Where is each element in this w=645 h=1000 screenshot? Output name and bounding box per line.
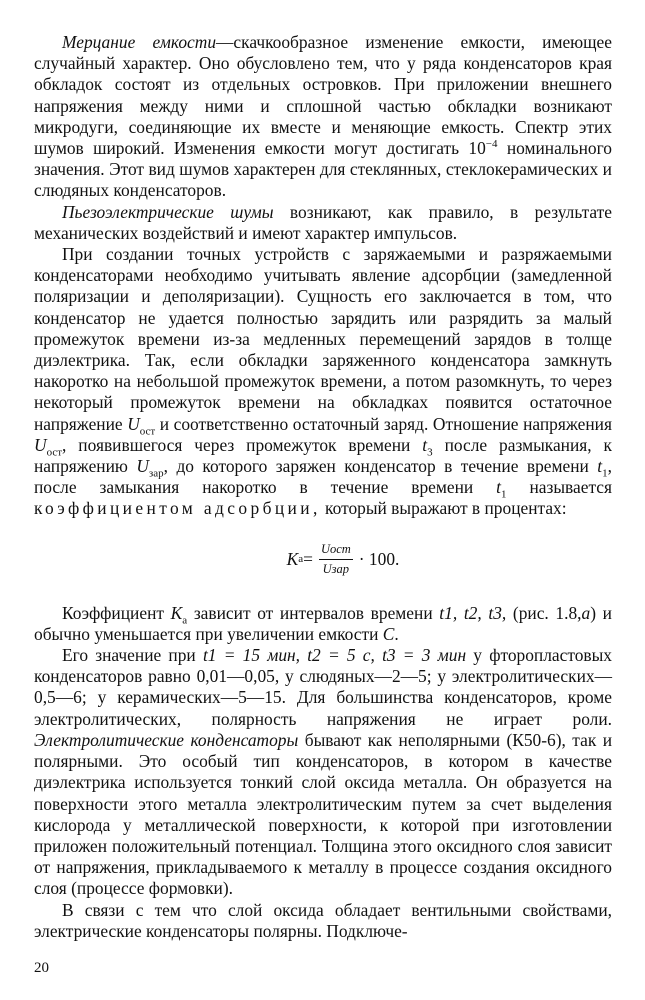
time-symbols: t1, t2, t3, <box>439 602 507 623</box>
time-values: t1 = 15 мин, t2 = 5 с, t3 = 3 мин <box>202 645 467 666</box>
page-body <box>34 32 612 942</box>
term-piezo-noise: Пьезоэлектрические шумы <box>62 201 274 222</box>
paragraph-adsorption <box>34 244 612 520</box>
spaced-term: коэффициентом адсорбции, <box>34 498 321 519</box>
paragraph-text: бывают как неполярными (К50-6), так и полярными. Это особый тип конденсаторов, в котором в качестве диэлектрика используется тонкий слой оксида металла. Он образуется на поверхности этого металла электролитическим путем за счет выделения кислорода у металлической поверхности, к которой при изготовлении приложен положительный потенциал. Толщина этого оксидного слоя зависит от напряжения, прикладываемого к металлу в процессе создания оксидного слоя (процессе формовки). <box>34 729 613 899</box>
symbol-t: t <box>597 456 603 477</box>
subscript-1: 1 <box>501 488 507 501</box>
paragraph-text: —скачкообразное изменение емкости, имеющее случайный характер. Оно обусловлено тем, что у ряда конденсаторов края обкладок состоят из отдельных островков. При приложении внешнего напряжения между ними и сплошной частью обкладки возникают микродуги, соединяющие их вместе и меняющие емкость. Спектр этих шумов широкий. Изменения емкости могут достигать 10 <box>34 32 612 159</box>
symbol-u: U <box>136 456 149 477</box>
paragraph-values <box>34 645 612 899</box>
symbol-k: K <box>170 602 183 623</box>
paragraph-text: который выражают в процентах: <box>320 498 567 519</box>
subscript-a: а <box>182 614 188 627</box>
subscript-zar: зар <box>148 467 164 480</box>
paragraph-text: В связи с тем что слой оксида обладает вентильными свойствами, электрические конденсаторы полярны. Подключе- <box>34 899 612 941</box>
formula-equals: = <box>303 548 313 569</box>
fraction-numerator: Uост <box>319 542 353 560</box>
paragraph-text: после размыкания, к напряжению <box>34 434 612 477</box>
symbol-t: t <box>422 434 428 455</box>
paragraph-text: , до которого заряжен конденсатор в течение времени <box>163 456 598 477</box>
paragraph-text: (рис. 1.8, <box>506 602 582 623</box>
symbol-u: U <box>127 413 140 434</box>
paragraph-text: ) и обычно уменьшается при увеличении емкости <box>34 602 612 644</box>
formula-fraction <box>319 542 353 577</box>
paragraph-text: , после замыкания накоротко в течение времени <box>34 456 612 498</box>
subscript-ost: ост <box>46 446 63 459</box>
symbol-u: U <box>34 434 47 455</box>
page-number: 20 <box>34 960 49 976</box>
paragraph-capacitance-flicker <box>34 32 612 202</box>
paragraph-text: возникают, как правило, в результате механических воздействий и имеют характер импульсов. <box>34 201 613 243</box>
paragraph-piezo-noise <box>34 202 612 244</box>
paragraph-text: номинального значения. Этот вид шумов характерен для стеклянных, стеклокерамических и слюдяных конденсаторов. <box>34 138 612 201</box>
paragraph-text: и соответственно остаточный заряд. Отношение напряжения <box>155 413 612 434</box>
subscript-3: 3 <box>427 446 433 459</box>
term-electrolytic: Электролитические конденсаторы <box>34 729 299 750</box>
subscript-ost: ост <box>139 425 156 438</box>
paragraph-text: . <box>394 623 399 644</box>
formula-k: K <box>286 548 299 569</box>
paragraph-text: у фторопластовых конденсаторов равно 0,01—0,05, у слюдяных—2—5; у электролитических—0,5—6; у керамических—5—15. Для большинства конденсаторов, кроме электролитических, полярность напряжения не играет роли. <box>34 645 612 729</box>
symbol-c: C <box>382 623 395 644</box>
exponent: −4 <box>485 138 498 151</box>
formula-tail: · 100. <box>358 548 400 569</box>
paragraph-polarity <box>34 900 612 942</box>
paragraph-text: зависит от интервалов времени <box>187 602 440 623</box>
adsorption-formula: K а = $\frac{\text{Uост}}{\text{Uзар}}$ · 100. <box>286 541 400 576</box>
paragraph-text: Коэффициент <box>62 602 171 623</box>
paragraph-text: Его значение при <box>62 645 203 666</box>
figure-ref: а <box>581 602 591 623</box>
paragraph-coefficient <box>34 603 612 645</box>
fraction-denominator: Uзар <box>322 561 350 576</box>
subscript-1: 1 <box>602 467 608 480</box>
paragraph-text: При создании точных устройств с заряжаемыми и разряжаемыми конденсаторами необходимо учитывать явление адсорбции (замедленной поляризации и деполяризации). Сущность его заключается в том, что конденсатор не удается полностью зарядить или разрядить за малый промежуток времени из-за медленных перемещений зарядов в толще диэлектрика. Так, если обкладки заряженного конденсатора замкнуть накоротко на небольшой промежуток времени, а потом разомкнуть, то через некоторый промежуток времени на обкладках появится остаточное напряжение <box>34 244 612 434</box>
paragraph-text: называется <box>506 477 612 498</box>
paragraph-text: , появившегося через промежуток времени <box>62 434 423 455</box>
term-capacitance-flicker: Мерцание емкости <box>62 32 217 52</box>
symbol-t: t <box>496 477 502 498</box>
